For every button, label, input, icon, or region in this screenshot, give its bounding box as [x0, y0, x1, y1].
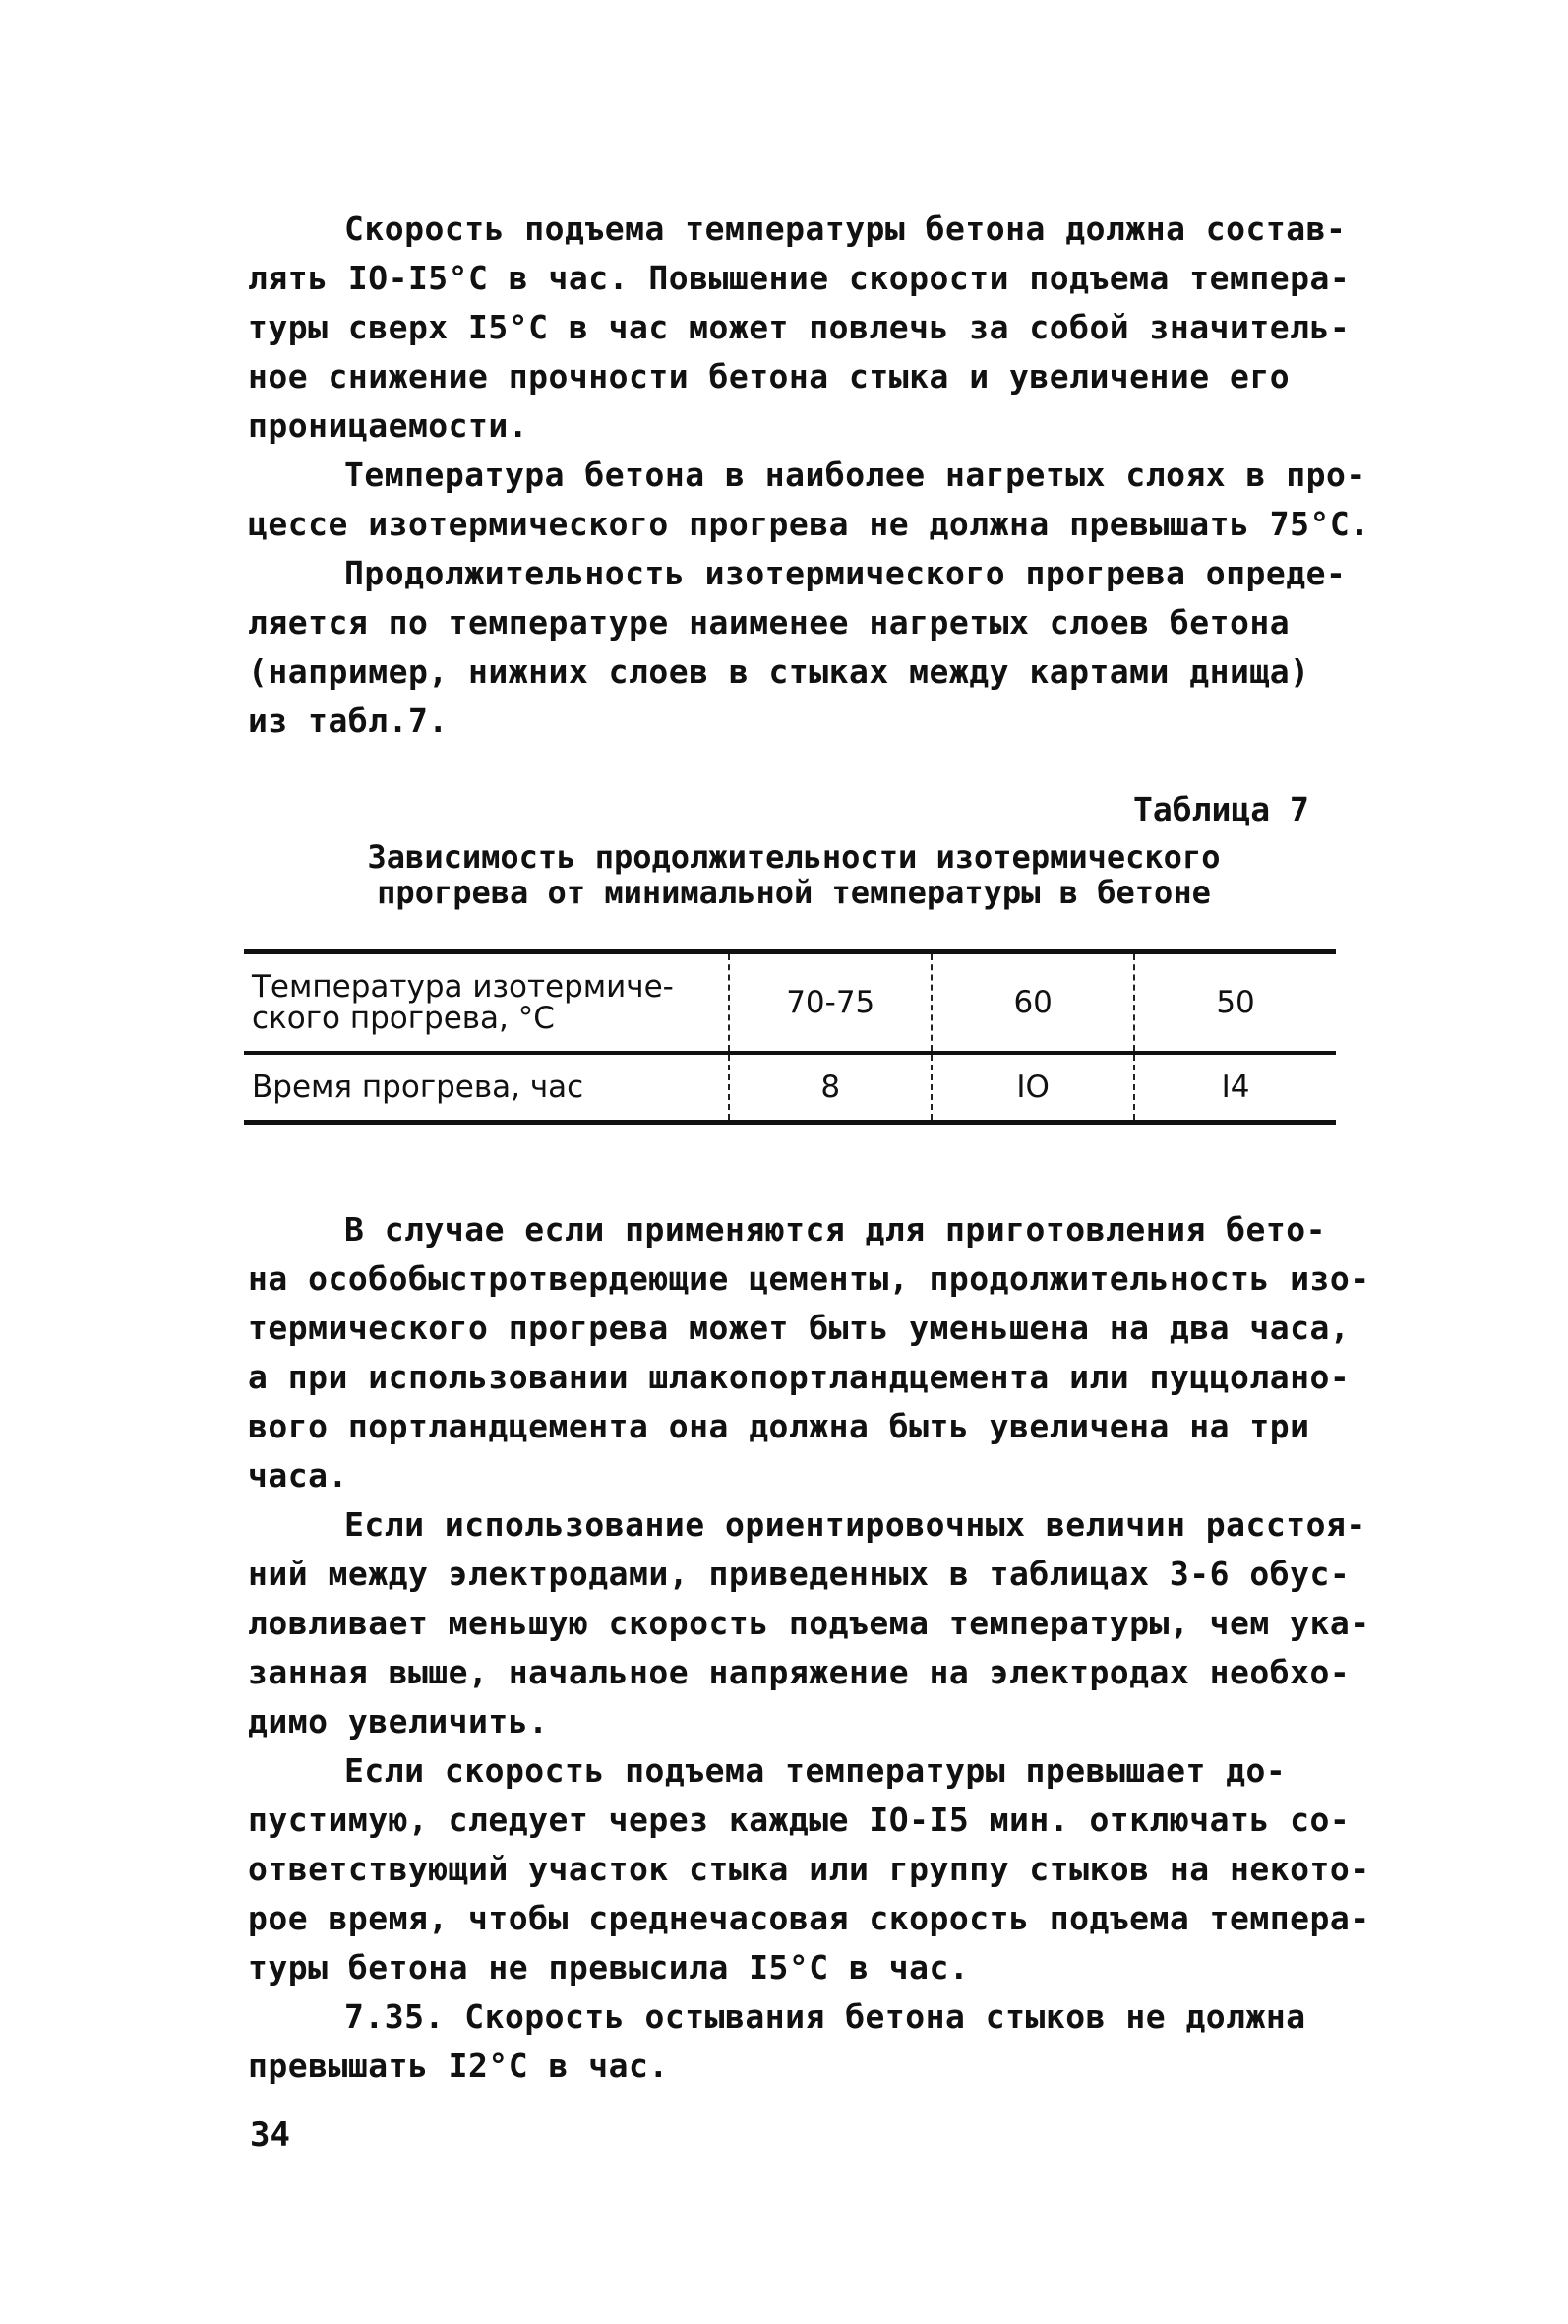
row-label-temperature: [244, 952, 729, 1054]
table-title-line: прогрева от минимальной температуры в бетоне: [377, 874, 1211, 911]
text-line: ний между электродами, приведенных в таблицах 3-6 обус-: [248, 1555, 1351, 1593]
text-line: пустимую, следует через каждые IO-I5 мин. отключать со-: [248, 1801, 1351, 1839]
text-line: ответствующий участок стыка или группу стыков на некото-: [248, 1850, 1370, 1888]
text-line: 7.35. Скорость остывания бетона стыков не должна: [344, 1997, 1306, 2036]
text-line: из табл.7.: [248, 702, 449, 740]
text-line: Если скорость подъема температуры превышает до-: [344, 1751, 1287, 1790]
table-row-time: [244, 1053, 1336, 1123]
text-line: ляется по температуре наименее нагретых слоев бетона: [248, 603, 1291, 642]
table-cell: I4: [1134, 1053, 1336, 1123]
text-line: Продолжительность изотермического прогрева опреде-: [344, 554, 1347, 592]
text-line: термического прогрева может быть уменьшена на два часа,: [248, 1309, 1351, 1347]
text-line: часа.: [248, 1456, 348, 1495]
paragraph-heating-duration: [248, 549, 1347, 746]
row-label-line: ского прогрева, °C: [252, 1001, 555, 1036]
table-row-temperature: [244, 952, 1336, 1054]
text-line: Если использование ориентировочных величин расстоя-: [344, 1505, 1366, 1544]
text-line: вого портландцемента она должна быть увеличена на три: [248, 1407, 1310, 1445]
text-line: занная выше, начальное напряжение на электродах необхо-: [248, 1653, 1351, 1691]
text-line: ловливает меньшую скорость подъема температуры, чем ука-: [248, 1604, 1370, 1642]
text-line: а при использовании шлакопортландцемента или пуццолано-: [248, 1358, 1351, 1396]
text-line: превышать I2°C в час.: [248, 2047, 669, 2085]
text-line: димо увеличить.: [248, 1702, 549, 1741]
paragraph-max-temperature: [248, 451, 1370, 549]
text-line: проницаемости.: [248, 406, 529, 445]
table-cell: 8: [729, 1053, 932, 1123]
text-line: туры сверх I5°C в час может повлечь за собой значитель-: [248, 308, 1351, 346]
table-cell: 70-75: [729, 952, 932, 1054]
table-cell: 60: [932, 952, 1134, 1054]
duration-table: [244, 949, 1336, 1125]
table-cell: 50: [1134, 952, 1336, 1054]
text-line: туры бетона не превысила I5°C в час.: [248, 1948, 970, 1987]
text-line: (например, нижних слоев в стыках между картами днища): [248, 652, 1310, 691]
paragraph-exceeding-rate: [248, 1746, 1370, 1992]
paragraph-temperature-rise-rate: [248, 205, 1351, 451]
text-line: цессе изотермического прогрева не должна превышать 75°C.: [248, 505, 1370, 543]
paragraph-cement-types: [248, 1205, 1370, 1500]
table-title: [248, 839, 1340, 910]
text-line: Температура бетона в наиболее нагретых слоях в про-: [344, 456, 1366, 494]
table-title-line: Зависимость продолжительности изотермического: [367, 838, 1221, 876]
table-cell: IO: [932, 1053, 1134, 1123]
row-label-time: Время прогрева, час: [244, 1053, 729, 1123]
row-label-line: Температура изотермиче-: [252, 969, 674, 1005]
text-line: рое время, чтобы среднечасовая скорость подъема темпера-: [248, 1899, 1370, 1937]
paragraph-cooling-rate: [248, 1992, 1340, 2091]
text-line: Скорость подъема температуры бетона должна состав-: [344, 210, 1347, 248]
paragraph-electrode-distances: [248, 1500, 1370, 1746]
text-line: на особобыстротвердеющие цементы, продолжительность изо-: [248, 1259, 1370, 1298]
text-line: лять IO-I5°C в час. Повышение скорости подъема темпера-: [248, 259, 1351, 297]
text-line: ное снижение прочности бетона стыка и увеличение его: [248, 357, 1291, 396]
page-number: 34: [250, 2115, 290, 2155]
table-caption: Таблица 7: [1133, 790, 1309, 828]
text-line: В случае если применяются для приготовления бето-: [344, 1210, 1327, 1249]
